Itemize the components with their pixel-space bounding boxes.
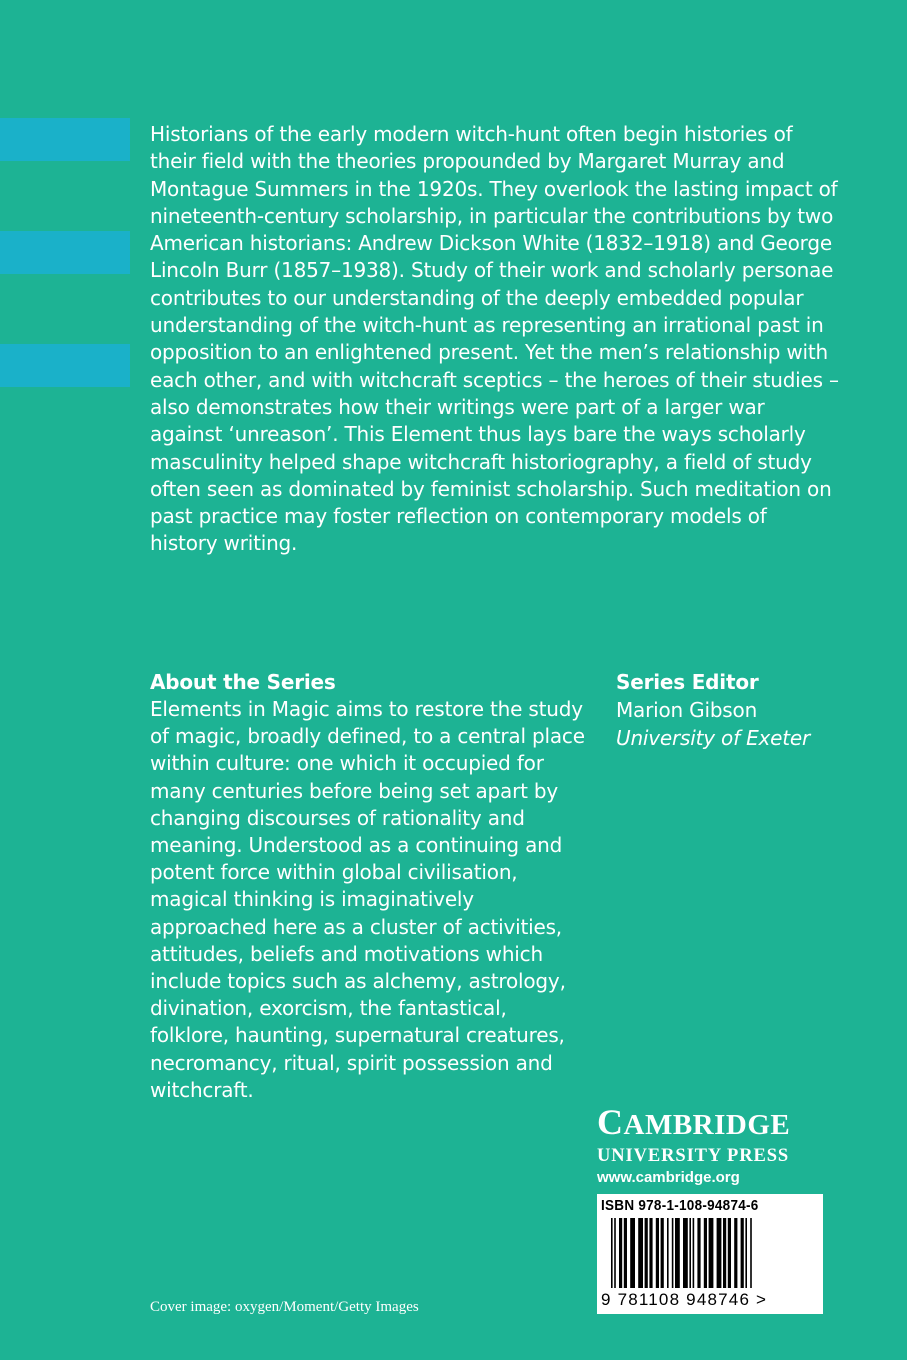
series-editor-affiliation: University of Exeter — [616, 726, 811, 750]
series-editor-heading: Series Editor — [616, 670, 759, 694]
about-series-text: Elements in Magic aims to restore the study of magic, broadly defined, to a central place within culture: one which it occupied for many centuries before being set apart by changing discourses of rationality and meaning. Understood as a continuing and potent force within global civilisation, magical thinking is imaginatively approached here as a cluster of activities, attitudes, beliefs and motivations which include topics such as alchemy, astrology, divination, exorcism, the fantastical, folklore, haunting, supernatural creatures, necromancy, ritual, spirit possession and witchcraft. — [150, 697, 585, 1102]
book-blurb: Historians of the early modern witch-hunt often begin histories of their field with the theories propounded by Margaret Murray and Montague Summers in the 1920s. They overlook the lasting impact of nineteenth-century scholarship, in particular the contributions by two American historians: Andrew Dickson White (1832–1918) and George Lincoln Burr (1857–1938). Study of their work and scholarly personae contributes to our understanding of the deeply embedded popular understanding of the witch-hunt as representing an irrational past in opposition to an enlightened present. Yet the men’s relationship with each other, and with witchcraft sceptics – the heroes of their studies – also demonstrates how their writings were part of a larger war against ‘unreason’. This Element thus lays bare the ways scholarly masculinity helped shape witchcraft historiography, a field of study often seen as dominated by feminist scholarship. Such meditation on past practice may foster reflection on contemporary models of history writing. — [150, 122, 839, 556]
accent-tab-bottom — [0, 344, 130, 387]
publisher-logo-name: CAMBRIDGE — [597, 1102, 791, 1142]
series-editor-section — [616, 668, 876, 752]
publisher-logo-subtitle: UNIVERSITY PRESS — [597, 1146, 790, 1166]
publisher-website[interactable]: www.cambridge.org — [597, 1169, 740, 1186]
accent-tab-middle — [0, 231, 130, 274]
series-editor-name: Marion Gibson — [616, 698, 758, 722]
accent-tab-top — [0, 118, 130, 161]
cover-image-credit: Cover image: oxygen/Moment/Getty Images — [150, 1299, 419, 1315]
isbn-barcode — [597, 1194, 823, 1314]
publisher-logo — [597, 1104, 827, 1188]
about-series-section — [150, 668, 590, 1104]
about-series-heading: About the Series — [150, 670, 336, 694]
barcode-bars — [597, 1218, 823, 1290]
barcode-digits: 9 781108 948746 > — [601, 1290, 768, 1309]
isbn-number: ISBN 978-1-108-94874-6 — [601, 1198, 759, 1214]
